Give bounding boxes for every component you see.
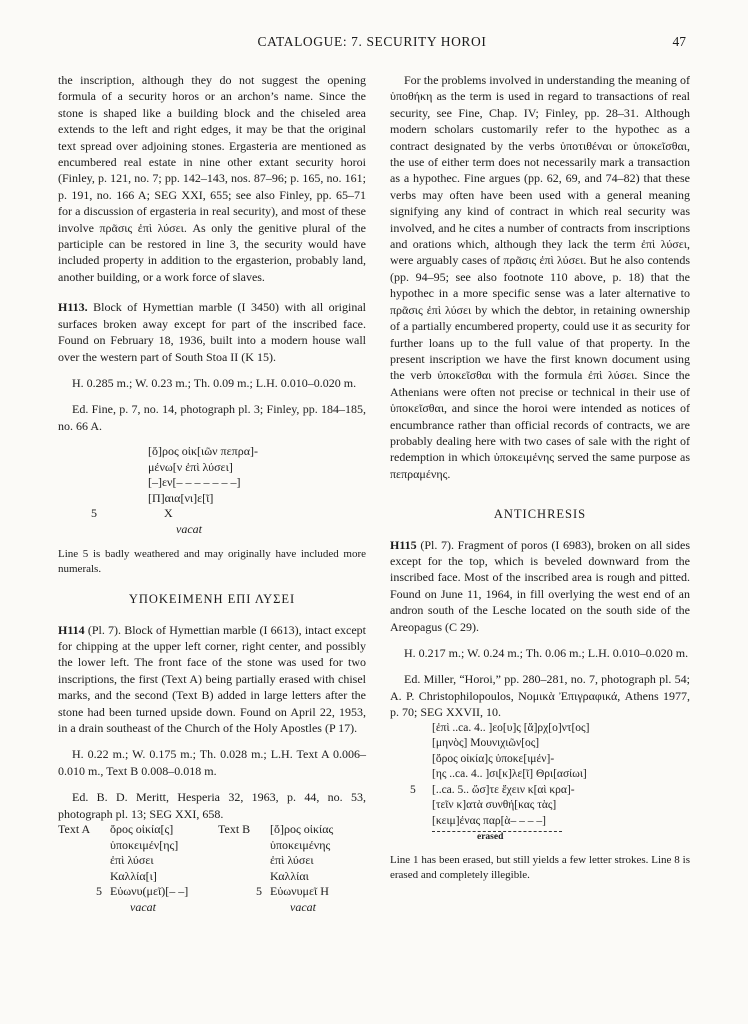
h113-inscription: [58, 444, 366, 537]
section-heading-hypokeimene: ΥΠΟΚΕΙΜΕΝΗ ΕΠΙ ΛΥΣΕΙ: [128, 592, 296, 607]
page-number: 47: [672, 34, 686, 49]
inscription-line: ὅρος οἰκία[ς]: [110, 822, 174, 836]
inscription-line: [Π]αια[νι]ε[ῖ]: [148, 490, 214, 505]
h114-label: H114: [58, 622, 85, 637]
vacat: vacat: [130, 899, 156, 914]
inscription-line: [ἐπὶ ..ca. 4.. ]εο[υ]ς [ἄ]ρχ[ο]ντ[ος]: [432, 721, 590, 734]
h113-text: Block of Hymettian marble (I 3450) with all original surfaces broken away except for part of the inscribed face. Found on February 18, 1936, built into a modern house wall over the western part of South Stoa II (K 15).: [58, 300, 366, 364]
inscription-line: [ὅ]ρος οἰκ[ιῶν πεπρα]-: [148, 444, 258, 459]
inscription-line: ἐπὶ λύσει: [110, 853, 154, 867]
h115-label: H115: [390, 537, 417, 552]
inscription-line: X: [164, 506, 173, 521]
inscription-line: [ὅρος οἰκία]ς ὑποκε[ιμέν]-: [432, 752, 555, 765]
h115-note: Line 1 has been erased, but still yields a few letter strokes. Line 8 is erased and completely illegible.: [390, 854, 690, 882]
h113-dimensions: H. 0.285 m.; W. 0.23 m.; Th. 0.09 m.; L.H. 0.010–0.020 m.: [72, 375, 357, 390]
h115-description: [390, 537, 690, 635]
h114-inscriptions: [58, 822, 366, 932]
h115-dimensions: H. 0.217 m.; W. 0.24 m.; Th. 0.06 m.; L.H. 0.010–0.020 m.: [404, 646, 689, 660]
h114-description: [58, 622, 366, 737]
inscription-line: Εὐωνυμεῖ Η: [270, 884, 329, 898]
section-heading-antichresis: ANTICHRESIS: [493, 507, 587, 522]
h115-edition: Ed. Miller, “Horoi,” pp. 280–281, no. 7, photograph pl. 54; A. P. Christophilopoulos, Νομικὰ Ἐπιγραφικά, Athens 1977, p. 70; SEG XXVII, 10.: [390, 672, 690, 720]
inscription-line: ἐπὶ λύσει: [270, 853, 314, 867]
vacat: vacat: [176, 521, 202, 536]
left-column: [58, 72, 366, 932]
h114-edition: Ed. B. D. Meritt, Hesperia 32, 1963, p. 44, no. 53, photograph pl. 13; SEG XXI, 658.: [58, 790, 366, 821]
inscription-line: ὑποκειμένης: [270, 837, 331, 852]
h115-inscription: [390, 721, 690, 844]
inscription-line: Εὐωνυ(μεῖ)[– –]: [110, 884, 189, 898]
h113-description: [58, 299, 366, 365]
inscription-line: [ης ..ca. 4.. ]σι[κ]λε[ῖ] Θρι[ασίωι]: [432, 768, 587, 781]
inscription-line: [μηνὸς] Μουνιχιῶν[ος]: [432, 737, 540, 750]
hypothec-paragraph: For the problems involved in understanding the meaning of ὑποθήκη as the term is used in regard to transactions of real security, see Fine, Chap. IV; Finley, pp. 28–31. Although modern scholars customarily refer to the hypothec as a contract designated by the verbs ὑποτιθέναι or ὑποκεῖσθαι, the use of either term does not necessarily mark a transaction as a hypothec. Fine argues (pp. 62, 69, and 74–82) that these verbs may often have been used with a general meaning signifying any kind of contract in which real security was involved, and he cites a number of contracts from inscriptions and orations which, although they lack the term ἐπὶ λύσει, were arguably cases of πρᾶσις ἐπὶ λύσει. But he also contends (pp. 94–95; see also footnote 110 above, p. 18) that the hypothec in a more specific sense was a later alternative to πρᾶσις ἐπὶ λύσει by which the debtor, in retaining ownership of a partially encumbered property, could use it as security for further loans up to the full value of that property. In the present inscription we have the first known document using the verb ὑποκεῖσθαι with the formula ἐπὶ λύσει. Since the Athenians were often not precise or technical in their use of ὑποκεῖσθαι, and since the horoi were intended as notices of encumbrance rather than official records of contracts, we are probably dealing here with two cases of sale with the right of redemption in which ὑποκειμένης served the same purpose as πεπραμένης.: [390, 73, 690, 481]
h114-text: (Pl. 7). Block of Hymettian marble (I 6613), intact except for chipping at the upper left corner, right center, and possibly the lower left. The front face of the stone was used for two inscriptions, the first (Text A) being partially erased with chisel marks, and the second (Text B) added in large letters after the stone had been turned upside down. Found on April 22, 1953, in a drain southeast of the Church of the Holy Apostles (P 17).: [58, 622, 366, 735]
inscription-line: [..ca. 5.. ὥσ]τε ἔχειν κ[αὶ κρα]-: [432, 783, 575, 796]
h114-dimensions: H. 0.22 m.; W. 0.175 m.; Th. 0.028 m.; L.H. Text A 0.006–0.010 m., Text B 0.008–0.018 m.: [58, 747, 366, 778]
line-number: 5: [91, 506, 97, 521]
inscription-line: [κειμ]ένας παρ[ὰ– – – –]: [432, 814, 546, 827]
vacat: vacat: [290, 899, 316, 914]
inscription-line: Καλλίαι: [270, 868, 309, 883]
inscription-line: [τεῖν κ]ατὰ συνθή[κας τὰς]: [432, 799, 557, 812]
page-header: [58, 34, 686, 56]
text-a-label: Text A: [58, 822, 91, 836]
running-title: CATALOGUE: 7. SECURITY HOROI: [257, 34, 487, 49]
h115-text: (Pl. 7). Fragment of poros (I 6983), broken on all sides except for the top, which is beveled downward from the inscribed face. Most of the inscribed area is rough and pitted. Found on June 11, 1964, in fill overlying the west end of an andron south of the Lesche located on the south side of the Areopagus (C 29).: [390, 537, 690, 634]
inscription-line: [ὅ]ρος οἰκίας: [270, 822, 334, 836]
intro-paragraph: the inscription, although they do not suggest the opening formula of a security horos or an archon’s name. Since the stone is shaped like a building block and the chiseled area extends to the left and right edges, it may be that the original text spread over adjoining stones. Ergasteria are mentioned as encumbered real estate in nine other extant security horoi (Finley, p. 121, no. 7; pp. 142–143, nos. 87–96; p. 165, no. 161; p. 191, no. 166 A; SEG XXI, 655; see also Finley, pp. 65–71 for a discussion of ergasteria in real security), and most of these involve πρᾶσις ἐπὶ λύσει. As only the genitive plural of the participle can be restored in line 3, the security would have included property in addition to the ergasterion, probably land, another building, or a work force of slaves.: [58, 73, 366, 284]
line-number: 5: [256, 884, 262, 898]
line-number: 5: [410, 783, 416, 796]
h113-edition: Ed. Fine, p. 7, no. 14, photograph pl. 3; Finley, pp. 184–185, no. 66 A.: [58, 402, 366, 433]
inscription-line: Καλλία[ι]: [110, 868, 157, 883]
inscription-line: ὑποκειμέν[ης]: [110, 837, 179, 852]
erased-label: erased: [477, 832, 504, 843]
h113-note: Line 5 is badly weathered and may originally have included more numerals.: [58, 548, 366, 576]
line-number: 5: [96, 884, 102, 898]
h113-label: H113.: [58, 300, 88, 315]
inscription-line: μένω[ν ἐπὶ λύσει]: [148, 459, 233, 474]
text-b-label: Text B: [218, 822, 251, 836]
right-column: [390, 72, 690, 883]
inscription-line: [–]εν[– – – – – – –]: [148, 475, 241, 490]
